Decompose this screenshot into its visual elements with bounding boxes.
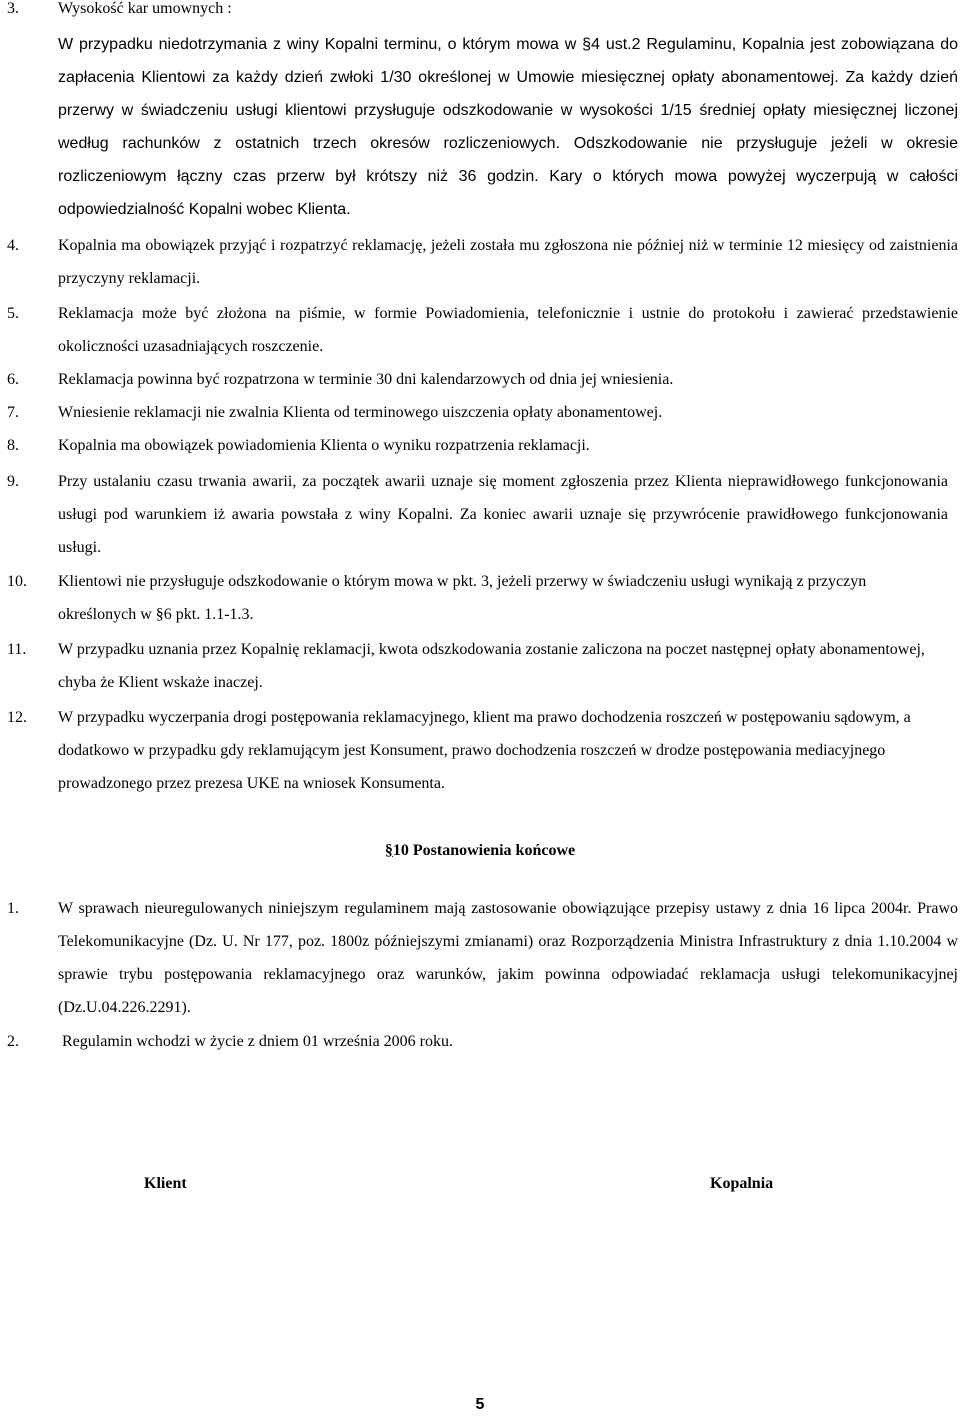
section-title: 10 Postanowienia końcowe bbox=[392, 842, 576, 859]
item-number: 6. bbox=[7, 371, 19, 388]
item-number: 4. bbox=[7, 237, 19, 254]
item-number: 7. bbox=[7, 404, 19, 421]
item-number: 5. bbox=[7, 305, 19, 322]
item-text: W sprawach nieuregulowanych niniejszym regulaminem mają zastosowanie obowiązujące przepisy ustawy z dnia 16 lipca 2004r. Prawo Telekomunikacyjne (Dz. U. Nr 177, poz. 1800z późniejszymi zmianami) oraz Rozporządzenia Ministra Infrastruktury z dnia 1.10.2004 w sprawie trybu postępowania reklamacyjnego oraz warunków, jakim powinna odpowiadać reklamacja usługi telekomunikacyjnej (Dz.U.04.226.2291). bbox=[58, 900, 958, 1016]
item-number: 1. bbox=[7, 900, 19, 917]
item-text: Klientowi nie przysługuje odszkodowanie o którym mowa w pkt. 3, jeżeli przerwy w świadczeniu usługi wynikają z przyczyn określonych w §6 pkt. 1.1-1.3. bbox=[58, 573, 867, 623]
signature-client-label: Klient bbox=[144, 1175, 187, 1192]
item-text: W przypadku wyczerpania drogi postępowania reklamacyjnego, klient ma prawo dochodzenia roszczeń w postępowaniu sądowym, a dodatkowo w przypadku gdy reklamującym jest Konsument, prawo dochodzenia roszczeń w drodze postępowania mediacyjnego prowadzonego przez prezesa UKE na wniosek Konsumenta. bbox=[58, 709, 911, 792]
item-text: Regulamin wchodzi w życie z dniem 01 września 2006 roku. bbox=[62, 1033, 453, 1050]
item-text: W przypadku niedotrzymania z winy Kopalni terminu, o którym mowa w §4 ust.2 Regulaminu, Kopalnia jest zobowiązana do zapłacenia Klientowi za każdy dzień zwłoki 1/30 określonej w Umowie miesięcznej opłaty abonamentowej. Za każdy dzień przerwy w świadczeniu usługi klientowi przysługuje odszkodowanie w wysokości 1/15 średniej opłaty miesięcznej liczonej według rachunków z ostatnich trzech okresów rozliczeniowych. Odszkodowanie nie przysługuje jeżeli w okresie rozliczeniowym łączny czas przerw był krótszy niż 36 godzin. Kary o których mowa powyżej wyczerpują w całości odpowiedzialność Kopalni wobec Klienta. bbox=[58, 36, 958, 218]
signature-company-label: Kopalnia bbox=[710, 1175, 774, 1192]
item-text: Przy ustalaniu czasu trwania awarii, za początek awarii uznaje się moment zgłoszenia przez Klienta nieprawidłowego funkcjonowania usługi pod warunkiem iż awaria powstała z winy Kopalni. Za koniec awarii uznaje się przywrócenie prawidłowego funkcjonowania usługi. bbox=[58, 473, 948, 556]
item-text: W przypadku uznania przez Kopalnię reklamacji, kwota odszkodowania zostanie zaliczona na poczet następnej opłaty abonamentowej, chyba że Klient wskaże inaczej. bbox=[58, 641, 925, 691]
item-text: Kopalnia ma obowiązek powiadomienia Klienta o wyniku rozpatrzenia reklamacji. bbox=[58, 437, 590, 454]
section-heading bbox=[0, 839, 960, 863]
item-number: 12. bbox=[7, 709, 27, 726]
item-number: 8. bbox=[7, 437, 19, 454]
item-text: Reklamacja powinna być rozpatrzona w terminie 30 dni kalendarzowych od dnia jej wniesienia. bbox=[58, 371, 674, 388]
item-number: 11. bbox=[7, 641, 27, 658]
section-sign: § bbox=[384, 842, 393, 859]
item-title: Wysokość kar umownych : bbox=[58, 0, 232, 17]
item-text: Kopalnia ma obowiązek przyjąć i rozpatrzyć reklamację, jeżeli została mu zgłoszona nie później niż w terminie 12 miesięcy od zaistnienia przyczyny reklamacji. bbox=[58, 237, 958, 287]
item-number: 10. bbox=[7, 573, 27, 590]
item-number: 2. bbox=[7, 1033, 19, 1050]
item-text: Reklamacja może być złożona na piśmie, w formie Powiadomienia, telefonicznie i ustnie do protokołu i zawierać przedstawienie okoliczności uzasadniających roszczenie. bbox=[58, 305, 958, 355]
item-number: 3. bbox=[7, 0, 19, 17]
page-number: 5 bbox=[475, 1396, 485, 1413]
item-number: 9. bbox=[7, 473, 19, 490]
item-text: Wniesienie reklamacji nie zwalnia Klienta od terminowego uiszczenia opłaty abonamentowej. bbox=[58, 404, 663, 421]
